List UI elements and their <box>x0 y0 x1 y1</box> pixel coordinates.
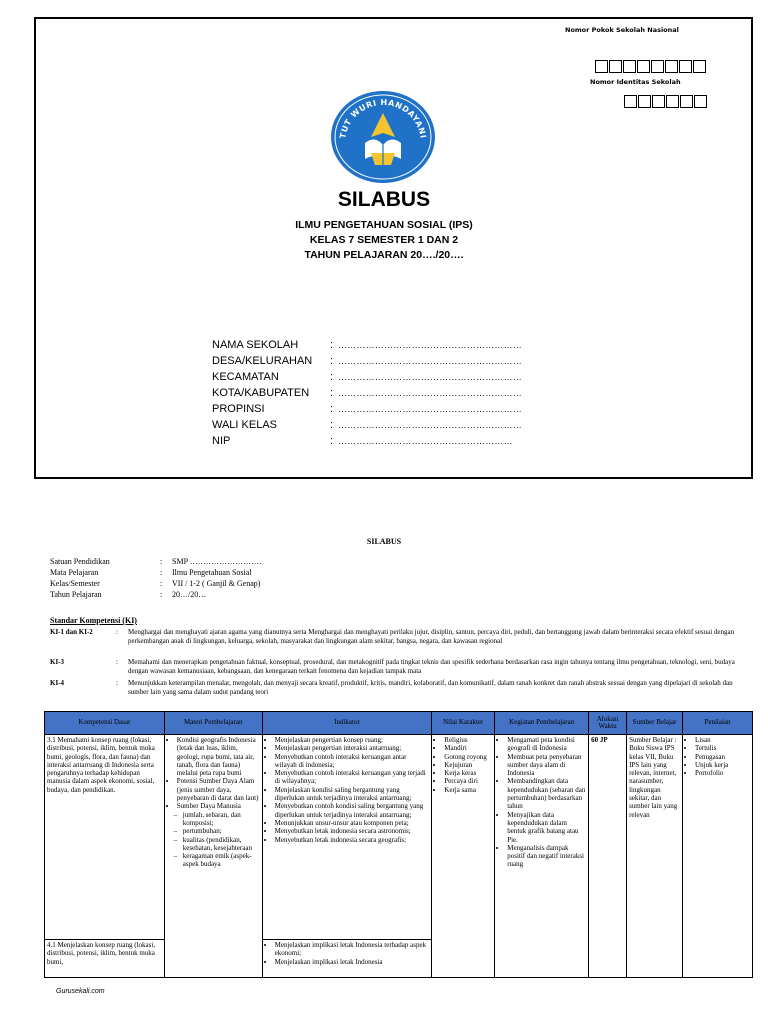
header-alokasi: Alokasi Waktu <box>589 712 627 735</box>
field-blank: ………………………………………………… <box>338 436 513 446</box>
svg-text:TUT WURI HANDAYANI: TUT WURI HANDAYANI <box>338 97 428 140</box>
table-row <box>45 735 753 940</box>
header-indikator: Indikator <box>262 712 432 735</box>
materi-cell: • Kondisi geografis Indonesia (letak dan luas, iklim, geologi, rupa bumi, tata air, tanah, flora dan fauna) melalui peta rupa bumi • Potensi Sumber Daya Alam (jenis sumber daya, penyebaran di darat dan laut) • Sumber Daya Manusia – jumlah, sebaran, dan komposisi; – pertumbuhan; – kualitas (pendidikan, kesehatan, kesejahteraan – keragaman etnik (aspek-aspek budaya <box>164 735 262 978</box>
field-label: NAMA SEKOLAH <box>212 339 299 351</box>
field-label: DESA/KELURAHAN <box>212 355 313 367</box>
school-identity-fields <box>212 337 522 449</box>
kegiatan-cell: • Mengamati peta kondisi geografi di Indonesia • Membuat peta penyebaran sumber daya alam di Indonesia • Membandingkan data kependudukan (sebaran dan pertumbuhan) berdasarkan tahun • Menyajikan data kependudukan dalam bentuk grafik batang atau Pie. • Menganalisis dampak positif dan negatif interaksi ruang <box>495 735 589 978</box>
field-row: PROPINSI : …………………………………………………… <box>212 403 522 415</box>
field-blank: …………………………………………………… <box>338 420 522 430</box>
header-kompetensi-dasar: Kompetensi Dasar <box>45 712 165 735</box>
field-blank: …………………………………………………… <box>338 372 522 382</box>
cover-subtitle-2: KELAS 7 SEMESTER 1 DAN 2 <box>309 234 459 246</box>
field-label: PROPINSI <box>212 403 265 415</box>
sumber-cell: Sumber Belajar : Buku Siswa IPS kelas VII, Buku IPS lain yang relevan, internet, narasumber, lingkungan sekitar, dan sumber lain yang relevan <box>627 735 683 978</box>
nilai-karakter-cell: • Religius • Mandiri • Gotong royong • Kejujuran • Kerja keras • Percaya diri • Kerja sama <box>432 735 495 978</box>
field-blank: …………………………………………………… <box>338 356 522 366</box>
field-blank: …………………………………………………… <box>338 404 522 414</box>
penilaian-cell: • Lisan • Tertulis • Penugasan • Unjuk kerja • Portofolio <box>683 735 753 978</box>
kd-cell: 4.1 Menjelaskan konsep ruang (lokasi, distribusi, potensi, iklim, bentuk muka bumi, <box>45 940 165 978</box>
nis-label: Nomor Identitas Sekolah <box>590 78 681 86</box>
cover-title: SILABUS <box>337 188 431 211</box>
ki-heading: Standar Kompetensi (KI) <box>50 616 137 625</box>
syllabus-meta <box>50 557 262 601</box>
field-row: NIP : ………………………………………………… <box>212 435 513 447</box>
syllabus-table <box>44 711 753 978</box>
kd-cell: 3.1 Memahami konsep ruang (lokasi, distribusi, potensi, iklim, bentuk muka bumi, geologis, flora, dan fauna) dan interaksi antarruang di Indonesia serta pengaruhnya terhadap kehidupan manusia dalam aspek ekonomi, sosial, budaya, dan pendidikan. <box>45 735 165 940</box>
field-row: DESA/KELURAHAN : …………………………………………………… <box>212 355 522 367</box>
header-kegiatan: Kegiatan Pembelajaran <box>495 712 589 735</box>
meta-row: Tahun Pelajaran : 20…/20… <box>50 590 207 599</box>
field-row: KOTA/KABUPATEN : …………………………………………………… <box>212 387 522 399</box>
cover-subtitle-1: ILMU PENGETAHUAN SOSIAL (IPS) <box>295 219 473 231</box>
meta-row: Mata Pelajaran : Ilmu Pengetahuan Sosial <box>50 568 252 577</box>
indikator-cell: • Menjelaskan pengertian konsep ruang; • Menjelaskan pengertian interaksi antarruang; • Menyebutkan contoh interaksi keruangan antar wilayah di indonesia; • Menyebutkan contoh interaksi keruangan yang terjadi di wilayahnya; • Menjelaskan kondisi saling bergantung yang diperlukan untuk terjadinya interaksi antarruang; • Menyebutkan contoh kondisi saling bergantung yang diperlukan untuk terjadinya interaksi antarruang; • Menunjukkan unsur-unsur atau komponen peta; • Menyebutkan letak indonesia secara astronomis; • Menyebutkan letak indonesia secara geografis; <box>262 735 432 940</box>
indikator-cell: • Menjelaskan implikasi letak Indonesia terhadap aspek ekonomi; • Menjelaskan implikasi letak Indonesia <box>262 940 432 978</box>
alokasi-cell: 60 JP <box>589 735 627 978</box>
header-materi: Materi Pembelajaran <box>164 712 262 735</box>
ki-row: KI-4 : Menunjukkan keterampilan menalar, mengolah, dan menyaji secara kreatif, produktif, kritis, mandiri, kolaboratif, dan komunikatif, dalam ranah konkret dan ranah abstrak sesuai dengan yang dipelajari di sekolah dan sumber lain yang sama dalam sudut pandang teori <box>50 679 733 696</box>
header-sumber: Sumber Belajar <box>627 712 683 735</box>
field-label: KECAMATAN <box>212 371 279 383</box>
cover-subtitle-3: TAHUN PELAJARAN 20…./20…. <box>304 249 464 261</box>
field-label: WALI KELAS <box>212 419 278 431</box>
field-row: WALI KELAS : …………………………………………………… <box>212 419 522 431</box>
field-row: KECAMATAN : …………………………………………………… <box>212 371 522 383</box>
meta-row: Satuan Pendidikan : SMP ……………………… <box>50 557 262 566</box>
ki-row: KI-3 : Memahami dan menerapkan pengetahuan faktual, konseptual, prosedural, dan metakognitif pada tingkat teknis dan spesifik sederhana berdasarkan rasa ingin tahunya tentang ilmu pengetahuan, teknologi, seni, budaya dengan wawasan kemanusiaan, kebangsaan, dan kenegaraan terkait fenomena dan kejadian tampak mata <box>50 658 735 675</box>
npsn-boxes <box>595 60 707 73</box>
field-label: NIP <box>212 435 231 447</box>
field-blank: …………………………………………………… <box>338 388 522 398</box>
footer-watermark: Gurusekali.com <box>56 988 105 995</box>
field-blank: …………………………………………………… <box>338 340 522 350</box>
header-nilai-karakter: Nilai Karakter <box>432 712 495 735</box>
tut-wuri-handayani-logo <box>315 85 451 185</box>
ki-row: KI-1 dan KI-2 : Menghargai dan menghayati ajaran agama yang dianutnya serta Menghargai dan menghayati perilaku jujur, disiplin, santun, percaya diri, peduli, dan bertanggung jawab dalam berinteraksi secara efektif sesuai dengan perkembangan anak di lingkungan, keluarga, sekolah, masyarakat dan lingkungan alam sekitar, bangsa, negara, dan kawasan regional <box>50 628 735 645</box>
meta-row: Kelas/Semester : VII / 1-2 ( Ganjil & Genap) <box>50 579 261 588</box>
field-row: NAMA SEKOLAH : …………………………………………………… <box>212 339 522 351</box>
npsn-label: Nomor Pokok Sekolah Nasional <box>565 26 679 34</box>
table-header-row <box>45 712 753 735</box>
field-label: KOTA/KABUPATEN <box>212 387 310 399</box>
header-penilaian: Penilaian <box>683 712 753 735</box>
nis-boxes <box>624 95 708 108</box>
syllabus-title: SILABUS <box>366 537 402 546</box>
